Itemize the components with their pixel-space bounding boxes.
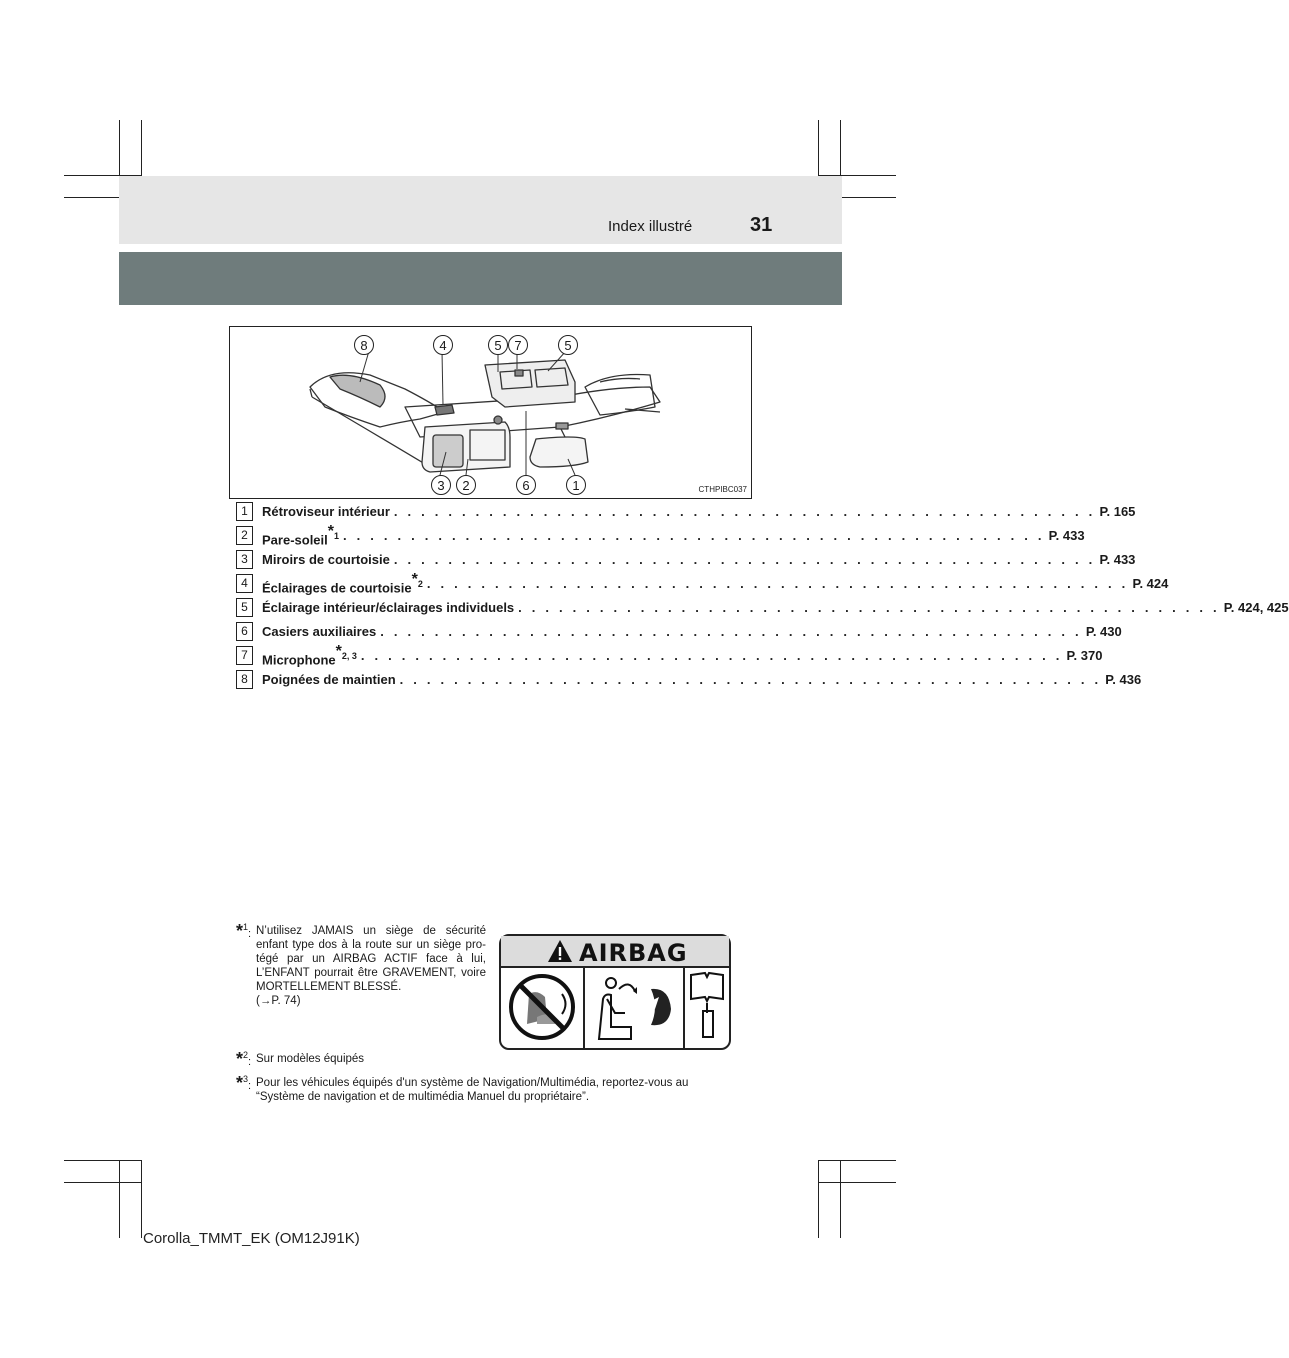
item-number: 1 xyxy=(236,502,253,521)
leader-dots: . . . . . . . . . . . . . . . . . . . . . . . . . . . . . . . . . . . . . . . . . . . . . . . . . . . . xyxy=(360,647,1063,663)
airbag-warning-label xyxy=(499,934,731,1050)
item-page-ref[interactable]: P. 436 xyxy=(1105,671,1142,687)
item-number: 7 xyxy=(236,646,253,665)
item-page-ref[interactable]: P. 430 xyxy=(1085,623,1122,639)
index-item xyxy=(236,549,1136,569)
page-number: 31 xyxy=(750,214,773,236)
footnote-text: Sur modèles équipés xyxy=(256,1053,365,1065)
no-rear-facing-seat-icon xyxy=(507,969,577,1045)
index-item xyxy=(236,642,1103,668)
warning-triangle-icon xyxy=(547,939,573,963)
leader-dots: . . . . . . . . . . . . . . . . . . . . . . . . . . . . . . . . . . . . . . . . . . . . . . . . . . . . xyxy=(399,671,1102,687)
item-number: 4 xyxy=(236,574,253,593)
footnote-marker: *$^1$: xyxy=(236,921,252,941)
callout-1: 1 xyxy=(566,475,586,495)
crop-mark xyxy=(818,1182,896,1183)
footnote-marker: *$^3$: xyxy=(236,1073,252,1093)
seat-airbag-icon xyxy=(589,969,681,1045)
section-title: Index illustré xyxy=(608,218,693,235)
item-page-ref[interactable]: P. 424, 425 xyxy=(1223,599,1289,615)
callout-2: 2 xyxy=(456,475,476,495)
footnote-2 xyxy=(236,1049,726,1069)
index-item xyxy=(236,570,1169,596)
leader-dots: . . . . . . . . . . . . . . . . . . . . . . . . . . . . . . . . . . . . . . . . . . . . . . . . . . . . xyxy=(393,551,1096,567)
crop-mark xyxy=(119,1160,120,1238)
item-number: 6 xyxy=(236,622,253,641)
header-band-light xyxy=(119,176,842,244)
airbag-title: AIRBAG xyxy=(579,939,688,967)
item-page-ref[interactable]: P. 370 xyxy=(1066,647,1103,663)
figure-code: CTHPIBC037 xyxy=(698,485,747,494)
item-label: Miroirs de courtoisie xyxy=(262,551,390,567)
item-number: 3 xyxy=(236,550,253,569)
crop-mark xyxy=(840,1160,841,1238)
callout-8: 8 xyxy=(354,335,374,355)
leader-dots: . . . . . . . . . . . . . . . . . . . . . . . . . . . . . . . . . . . . . . . . . . . . . . . . . . . . xyxy=(343,527,1045,543)
callout-7: 7 xyxy=(508,335,528,355)
callout-5b: 5 xyxy=(558,335,578,355)
footnote-1 xyxy=(236,921,486,1008)
callout-5: 5 xyxy=(488,335,508,355)
item-label: Casiers auxiliaires xyxy=(262,623,377,639)
footnote-marker: *$^2$: xyxy=(236,1049,252,1069)
index-item xyxy=(236,522,1085,548)
interior-illustration xyxy=(229,326,752,499)
callout-3: 3 xyxy=(431,475,451,495)
footnote-text: N’utilisez JAMAIS un siège de sécurité enfant type dos à la route sur un siège pro-tégé par un AIRBAG ACTIF face à lui, L’ENFANT pourrait être GRAVEMENT, voire MORTELLEMENT BLESSÉ. xyxy=(256,925,486,993)
item-label: Éclairages de courtoisie$^{*2}$ xyxy=(262,570,423,596)
item-page-ref[interactable]: P. 165 xyxy=(1099,503,1136,519)
footnote-3 xyxy=(236,1073,726,1104)
item-page-ref[interactable]: P. 424 xyxy=(1132,575,1169,591)
leader-dots: . . . . . . . . . . . . . . . . . . . . . . . . . . . . . . . . . . . . . . . . . . . . . . . . . . . . xyxy=(518,599,1220,615)
index-item xyxy=(236,501,1136,521)
crop-mark xyxy=(818,1160,896,1161)
label-divider xyxy=(583,968,585,1048)
item-label: Éclairage intérieur/éclairages individuels xyxy=(262,599,515,615)
footnote-text: Pour les véhicules équipés d'un système de Navigation/Multimédia, reportez-vous au “Système de navigation et de multimédia Manuel du propriétaire”. xyxy=(256,1077,689,1103)
overhead-console-drawing xyxy=(230,327,751,498)
airbag-label-header xyxy=(501,936,729,968)
item-label: Poignées de maintien xyxy=(262,671,396,687)
item-label: Microphone$^{*2, 3}$ xyxy=(262,642,357,668)
crop-mark xyxy=(64,1160,142,1161)
callout-4: 4 xyxy=(433,335,453,355)
item-page-ref[interactable]: P. 433 xyxy=(1048,527,1085,543)
item-label: Pare-soleil$^{*1}$ xyxy=(262,522,340,548)
item-number: 8 xyxy=(236,670,253,689)
item-page-ref[interactable]: P. 433 xyxy=(1099,551,1136,567)
index-item xyxy=(236,621,1122,641)
leader-dots: . . . . . . . . . . . . . . . . . . . . . . . . . . . . . . . . . . . . . . . . . . . . . . . . . . . . xyxy=(393,503,1096,519)
document-footer: Corolla_TMMT_EK (OM12J91K) xyxy=(143,1230,360,1247)
item-number: 5 xyxy=(236,598,253,617)
item-number: 2 xyxy=(236,526,253,545)
crop-mark xyxy=(64,1182,142,1183)
index-item xyxy=(236,597,1289,617)
index-item xyxy=(236,669,1142,689)
footnote-ref[interactable]: (→P. 74) xyxy=(256,995,301,1007)
manual-book-icon xyxy=(687,969,727,1045)
label-divider xyxy=(683,968,685,1048)
crop-mark xyxy=(818,1160,819,1238)
callout-6: 6 xyxy=(516,475,536,495)
crop-mark xyxy=(141,1160,142,1238)
item-label: Rétroviseur intérieur xyxy=(262,503,390,519)
header-band-dark xyxy=(119,252,842,305)
leader-dots: . . . . . . . . . . . . . . . . . . . . . . . . . . . . . . . . . . . . . . . . . . . . . . . . . . . . xyxy=(426,575,1129,591)
leader-dots: . . . . . . . . . . . . . . . . . . . . . . . . . . . . . . . . . . . . . . . . . . . . . . . . . . . . xyxy=(380,623,1082,639)
